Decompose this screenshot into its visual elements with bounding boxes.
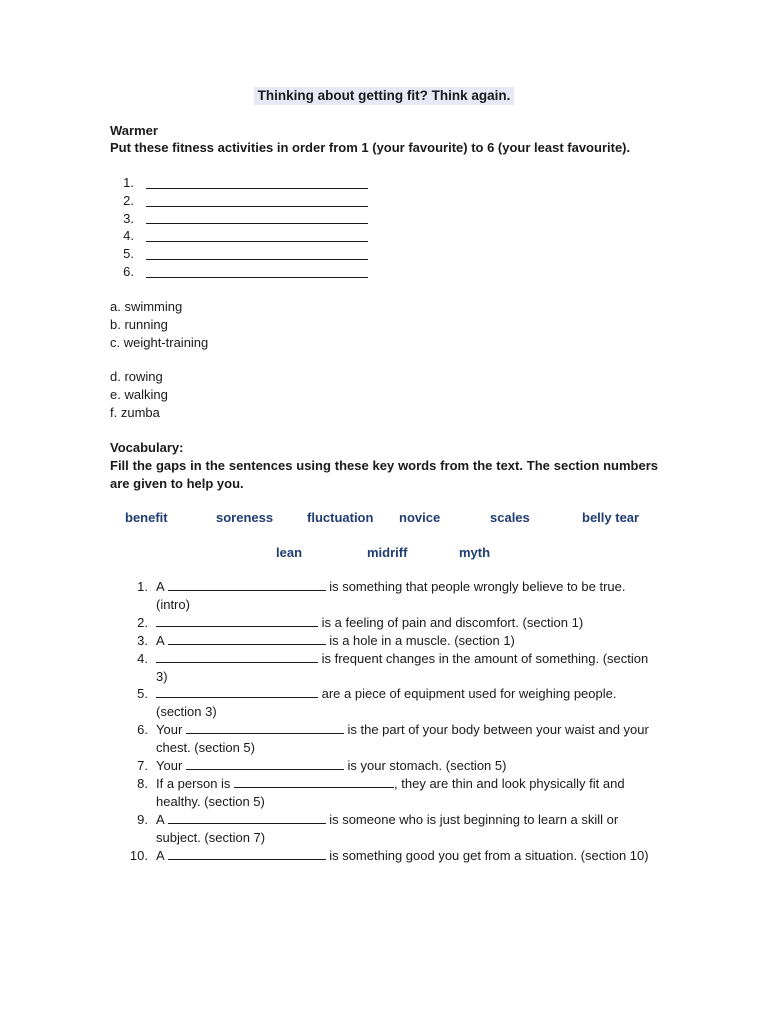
sentence-number: 7. bbox=[137, 758, 148, 774]
sentence-rest: is frequent changes in the amount of something. (section 3) bbox=[156, 650, 649, 684]
keyword: benefit bbox=[125, 510, 168, 525]
sentence-item bbox=[110, 775, 660, 811]
sentence-number: 1. bbox=[137, 579, 148, 594]
answer-blank[interactable] bbox=[168, 811, 326, 824]
sentence-number: 5. bbox=[137, 686, 148, 702]
ranking-item bbox=[110, 210, 368, 228]
keyword: belly tear bbox=[582, 510, 640, 525]
ranking-list bbox=[110, 174, 368, 281]
sentence-item bbox=[110, 847, 660, 865]
keyword-row-1 bbox=[0, 509, 768, 527]
answer-blank[interactable] bbox=[156, 685, 318, 698]
keyword-row-2 bbox=[0, 544, 768, 562]
sentence-rest: is your stomach. (section 5) bbox=[343, 758, 507, 774]
sentence-lead: Your bbox=[156, 722, 186, 738]
answer-blank[interactable] bbox=[186, 757, 344, 770]
sentence-lead: A bbox=[156, 847, 168, 863]
ranking-item bbox=[110, 227, 368, 245]
sentence-lead: If a person is bbox=[156, 775, 235, 791]
sentence-rest: is someone who is just beginning to learn a skill or subject. (section 7) bbox=[156, 811, 619, 845]
keyword: lean bbox=[276, 545, 303, 560]
keyword: novice bbox=[399, 510, 441, 525]
activity-item: a. swimming bbox=[110, 299, 183, 314]
rank-number: 6. bbox=[123, 263, 134, 279]
sentence-rest: is a hole in a muscle. (section 1) bbox=[325, 632, 515, 648]
answer-blank[interactable] bbox=[234, 775, 394, 788]
keyword: midriff bbox=[367, 545, 408, 560]
warmer-instruction: Put these fitness activities in order from 1 (your favourite) to 6 (your least favourite). bbox=[110, 140, 631, 155]
rank-number: 2. bbox=[123, 192, 134, 208]
activity-item: e. walking bbox=[110, 386, 168, 402]
sentence-lead: A bbox=[156, 632, 168, 648]
sentence-item bbox=[110, 685, 660, 721]
rank-number: 3. bbox=[123, 210, 134, 226]
sentence-lead: A bbox=[156, 579, 168, 594]
vocabulary-heading: Vocabulary: bbox=[110, 440, 184, 455]
sentence-number: 4. bbox=[137, 650, 148, 666]
sentence-item bbox=[110, 614, 660, 632]
activity-list-d-f bbox=[110, 368, 658, 421]
keyword: fluctuation bbox=[307, 510, 374, 525]
keyword: myth bbox=[459, 545, 491, 560]
sentence-item bbox=[110, 721, 660, 757]
gap-fill-sentences bbox=[110, 578, 660, 865]
sentence-rest: are a piece of equipment used for weighing people. (section 3) bbox=[156, 686, 617, 720]
sentence-number: 9. bbox=[137, 811, 148, 827]
sentence-item bbox=[110, 632, 660, 650]
sentence-rest: is the part of your body between your waist and your chest. (section 5) bbox=[156, 722, 649, 756]
title-wrap bbox=[0, 87, 768, 105]
sentence-rest: is something good you get from a situation. (section 10) bbox=[325, 847, 649, 863]
answer-blank[interactable] bbox=[168, 847, 326, 860]
sentence-item bbox=[110, 811, 660, 847]
warmer-heading: Warmer bbox=[110, 123, 158, 138]
sentence-number: 10. bbox=[129, 847, 148, 863]
keyword: scales bbox=[490, 510, 530, 525]
sentence-number: 8. bbox=[137, 775, 148, 791]
rank-answer-line[interactable] bbox=[146, 175, 368, 189]
rank-answer-line[interactable] bbox=[146, 193, 368, 207]
rank-number: 1. bbox=[123, 175, 134, 190]
sentence-item bbox=[110, 757, 660, 775]
vocabulary-instruction: Fill the gaps in the sentences using these key words from the text. The section numbers are given to help you. bbox=[110, 458, 658, 491]
rank-number: 5. bbox=[123, 246, 134, 262]
sentence-item bbox=[110, 650, 660, 686]
sentence-rest: is something that people wrongly believe to be true. (intro) bbox=[156, 579, 626, 612]
ranking-item bbox=[110, 245, 368, 263]
answer-blank[interactable] bbox=[156, 650, 318, 663]
ranking-item bbox=[110, 174, 368, 192]
sentence-number: 2. bbox=[137, 614, 148, 630]
sentence-rest: , they are thin and look physically fit and healthy. (section 5) bbox=[156, 775, 625, 809]
ranking-item bbox=[110, 192, 368, 210]
sentence-number: 3. bbox=[137, 632, 148, 648]
answer-blank[interactable] bbox=[186, 721, 344, 734]
answer-blank[interactable] bbox=[168, 632, 326, 645]
rank-answer-line[interactable] bbox=[146, 210, 368, 224]
rank-answer-line[interactable] bbox=[146, 264, 368, 278]
activity-item: c. weight-training bbox=[110, 334, 209, 350]
activity-item: d. rowing bbox=[110, 369, 163, 384]
answer-blank[interactable] bbox=[156, 614, 318, 627]
sentence-item bbox=[110, 578, 660, 614]
sentence-number: 6. bbox=[137, 722, 148, 738]
sentence-lead: Your bbox=[156, 758, 186, 774]
worksheet-title: Thinking about getting fit? Think again. bbox=[254, 87, 515, 105]
answer-blank[interactable] bbox=[168, 578, 326, 591]
sentence-rest: is a feeling of pain and discomfort. (section 1) bbox=[318, 614, 584, 630]
activity-item: f. zumba bbox=[110, 404, 160, 420]
rank-number: 4. bbox=[123, 228, 134, 244]
activity-item: b. running bbox=[110, 316, 168, 332]
rank-answer-line[interactable] bbox=[146, 228, 368, 242]
keyword: soreness bbox=[216, 510, 274, 525]
activity-list-a-c bbox=[110, 298, 658, 351]
sentence-lead: A bbox=[156, 811, 168, 827]
rank-answer-line[interactable] bbox=[146, 246, 368, 260]
ranking-item bbox=[110, 263, 368, 281]
